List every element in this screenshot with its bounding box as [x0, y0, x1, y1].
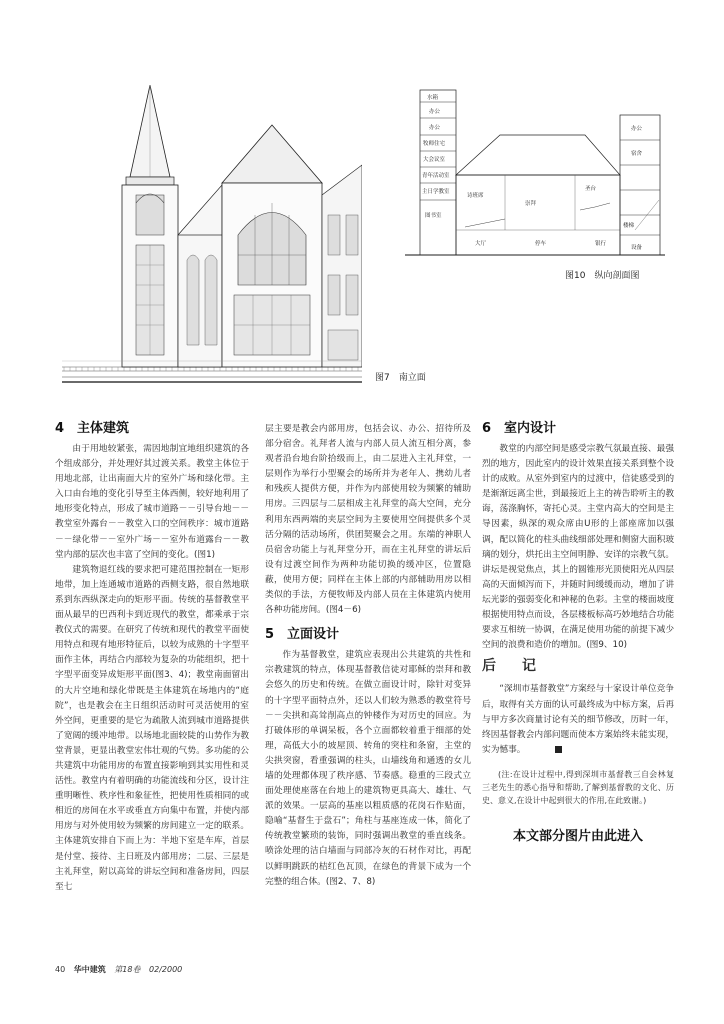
section-label-r6: 主日学教室	[422, 189, 450, 195]
image-credit: 本文部分图片由此进入	[512, 828, 643, 844]
section-label-worship: 崇拜	[525, 201, 537, 207]
column-3	[482, 418, 674, 844]
section-6-heading: 6 室内设计	[482, 421, 557, 436]
column-2	[265, 422, 471, 890]
section-label-altar: 圣台	[585, 186, 597, 192]
afterword-heading: 后 记	[482, 658, 542, 675]
section-label-top: 水箱	[427, 95, 439, 101]
section-label-r1: 办公	[429, 109, 441, 115]
figure-10-longitudinal-section	[405, 85, 665, 265]
section-label-choir: 诗班席	[467, 193, 484, 199]
section-label-r3: 牧师住宅	[423, 141, 446, 147]
section-4-paragraph-1: 由于用地较紧张，需因地制宜地组织建筑的各个组成部分，并处理好其过渡关系。教堂主体位于用地北部，让出南面大片的室外广场和绿化带。主入口由台地的变化引导至主体西侧，较好地利用了地形变化特点，形成了城市道路－－引导台地－－教堂室外露台－－教堂入口的空间秩序：城市道路－－绿化带－－室外广场－－室外布道露台－－教堂内部的层次也丰富了空间的变化。(图1)	[55, 444, 249, 560]
journal-year: 02/2000	[149, 965, 183, 974]
section-label-r4: 大会议室	[423, 157, 446, 163]
section-4-continued: 层主要是教会内部用房，包括会议、办公、招待所及部分宿舍。礼拜者人流与内部人员人流互相分离，参观者沿台地台阶拾级而上，由二层进入主礼拜堂，一层则作为举行小型聚会的场所并为老年人、携幼儿者和残疾人提供方便，并作为内部使用较为频繁的辅助用房。三四层与二层相成主礼拜堂的高大空间，充分利用东西两端的夹层空间为主要使用空间提供多个灵活分隔的活动场所，供团契聚会之用。东端的神职人员宿舍功能上与礼拜堂分开，而在主礼拜堂的讲坛后设有过渡空间作为两种功能切换的缓冲区，位置隐蔽，使用方便；同样在主体上部的内部辅助用房以相类似的手法，方便牧师及内部人员在主体建筑内使用各种功能房间。(图4－6)	[265, 424, 471, 616]
section-label-equip: 设备	[631, 245, 643, 251]
figure-7-caption: 图7 南立面	[375, 373, 426, 383]
section-5-heading: 5 立面设计	[265, 627, 340, 643]
section-label-library: 图书室	[425, 213, 442, 219]
section-6-paragraph-1: 教堂的内部空间是感受宗教气氛最直接、最强烈的地方，因此室内的设计效果直接关系到整个设计的成败。从室外到室内的过渡中，信徒感受到的是渐渐远离尘世，到最接近上主的祷告聆听主的教诲，荡涤胸怀，寄托心灵。主堂内高大的空间是主导因素，纵深的观众席由U形的上部座席加以强调，配以简化的柱头曲线细部处理和侧窗大面积玻璃的划分，烘托出主空间明静、安详的宗教气氛。讲坛是视觉焦点，其上的圆锥形光顶使阳光从四层高的天面倾泻而下，并随时间缓缓而动，增加了讲坛光影的强弱变化和神秘的色彩。主堂的楼面坡度根据使用特点而设，各层楼板标高巧妙地结合功能要求互相统一协调，在满足使用功能的前提下减少空间的浪费和造价的增加。(图9、10)	[482, 444, 674, 651]
page-number: 40	[55, 965, 66, 974]
section-label-bank: 银行	[595, 241, 607, 247]
section-5-paragraph-1: 作为基督教堂，建筑应表现出公共建筑的共性和宗教建筑的特点，体现基督教信徒对耶稣的崇拜和教会悠久的历史和传统。在做立面设计时，除针对变异的十字型平面特点外，还以人们较为熟悉的教堂符号－－尖拱和高耸削高点的钟楼作为对历史的回应。为打破体形的单调呆板，各个立面都较着重于细部的处理，高低大小的坡屋顶、转角的突柱和条窗，主堂的尖拱突窗，看重强调的柱头，山墙线角和通透的女儿墙的处理都体现了秩序感、节奏感。稳重的三段式立面处理使座落在台地上的建筑物更具高大、雄壮、气派的效果。一层高的基座以粗质感的花岗石作贴面，隐喻“基督生于盘石”；角柱与基座连成一体，简化了传统教堂繁琐的装饰，同时强调出教堂的垂直线条。喷涂处理的洁白墙面与同部冷灰的石材作对比，再配以鲜明跳跃的桔红色瓦顶，在绿色的背景下成为一个完整的组合体。(图2、7、8)	[265, 650, 471, 887]
section-4-paragraph-2: 建筑物退红线的要求把可建范围控制在一矩形地带，加上连通城市道路的西侧支路，很自然地联系到东西纵深走向的矩形平面。传统的基督教堂平面从最早的巴西利卡到近现代的教堂，都乘承于宗教仪式的需要。在研究了传统和现代的教堂平面使用特点和现有地形特征后，以较为成熟的十字型平面作主体，再结合内部较为复杂的功能组织，把十字型平面变异成矩形平面(图3、4)；教堂南面留出的大片空地和绿化带既是主体建筑在场地内的“庭院”，也是教会在主日组织活动时可灵活使用的室外空间，更重要的是它为疏散人流到城市道路提供了宽阔的缓冲地带。以场地北面较陡的山势作为教堂背景，更显出教堂宏伟壮观的气势。多功能的公共建筑中功能用房的布置直接影响到其实用性和灵活性。教堂内有着明确的功能流线和分区，设计注重明晰性、秩序性和象征性，把使用性质相同的或相近的房间在水平或垂直方向集中布置，并使内部用房与对外使用较为频繁的房间建立一定的联系。主体建筑安排自下而上为：半地下室是车库，首层是付堂、接待、主日班及内部用房；二层、三层是主礼拜堂，附以高耸的讲坛空间和准备房间，四层至七	[55, 564, 249, 892]
section-label-right-top: 办公	[631, 126, 643, 132]
page-footer	[55, 964, 188, 975]
acknowledgement-note: (注:在设计过程中,得到深圳市基督教三自会林复三老先生的悉心指导和帮助,了解到基督教的文化、历史、意义,在设计中起到很大的作用,在此致谢。)	[482, 769, 674, 805]
section-label-r5: 青年活动室	[422, 173, 450, 179]
journal-volume: 第18卷	[114, 965, 141, 974]
section-label-stair: 楼梯	[623, 223, 635, 229]
figure-7-south-elevation	[62, 85, 362, 387]
section-label-right-2: 宿舍	[631, 151, 643, 157]
column-1	[55, 418, 249, 895]
section-4-heading: 4 主体建筑	[55, 421, 130, 436]
afterword-paragraph-1: “深圳市基督教堂”方案经与十家设计单位竞争后，取得有关方面的认可最终成为中标方案，后再与甲方多次商量讨论有关的细节修改，历时一年，终因基督教会内部问题而使本方案始终未能实现，实为憾事。	[482, 684, 674, 755]
journal-name: 华中建筑	[73, 965, 106, 974]
section-label-hall: 大厅	[475, 241, 487, 247]
end-mark	[555, 746, 562, 753]
section-label-r2: 办公	[429, 125, 441, 131]
section-label-parking: 停车	[535, 241, 547, 247]
figure-10-caption: 图10 纵向剖面图	[565, 271, 640, 281]
